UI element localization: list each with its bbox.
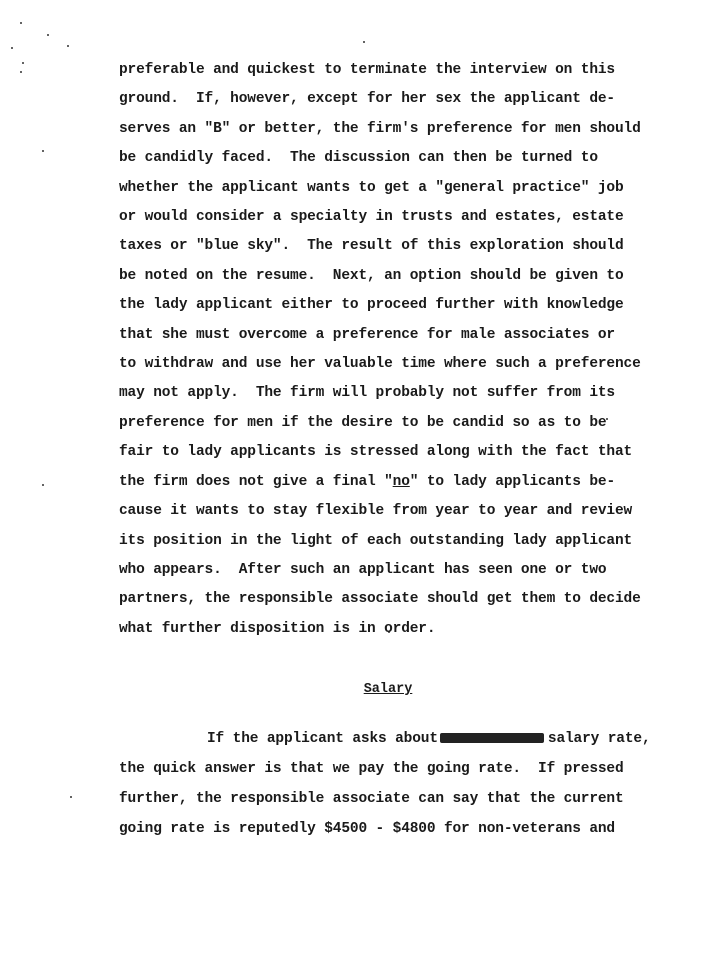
text-segment: " to lady applicants be- [409,473,615,490]
text-line-with-underline [119,468,679,497]
text-line: serves an "B" or better, the firm's preference for men should [119,120,641,137]
salary-paragraph [119,724,679,844]
text-line: taxes or "blue sky". The result of this exploration should [119,238,624,255]
text-line: that she must overcome a preference for male associates or [119,326,615,343]
text-line: the quick answer is that we pay the going rate. If pressed [119,761,624,777]
text-line-with-redaction [119,724,679,754]
text-line: cause it wants to stay flexible from year to year and review [119,503,633,520]
text-line: whether the applicant wants to get a "general practice" job [119,179,624,196]
redaction-mark [440,733,544,743]
text-line: fair to lady applicants is stressed along with the fact that [119,444,633,461]
text-line: to withdraw and use her valuable time where such a preference [119,356,641,373]
text-line: who appears. After such an applicant has seen one or two [119,561,607,578]
text-line: may not apply. The firm will probably not suffer from its [119,385,615,402]
text-line: going rate is reputedly $4500 - $4800 for non-veterans and [119,821,615,837]
text-segment: salary rate, [547,731,651,747]
text-segment: If the applicant asks about [207,731,438,747]
text-line: the lady applicant either to proceed further with knowledge [119,297,624,314]
text-line: be noted on the resume. Next, an option should be given to [119,267,624,284]
body-paragraph [119,56,679,644]
text-line: preference for men if the desire to be candid so as to be [119,414,607,431]
text-line: preferable and quickest to terminate the interview on this [119,62,615,78]
text-line: partners, the responsible associate should get them to decide [119,591,641,608]
text-line: its position in the light of each outstanding lady applicant [119,532,633,549]
section-heading-text: Salary [363,682,413,697]
text-line: or would consider a specialty in trusts and estates, estate [119,209,624,226]
text-segment: the firm does not give a final " [119,473,393,490]
section-heading [0,682,728,697]
text-line: further, the responsible associate can say that the current [119,791,624,807]
text-line: what further disposition is in order. [119,620,436,637]
underlined-word: no [392,473,410,490]
text-line: be candidly faced. The discussion can then be turned to [119,150,598,167]
text-line: ground. If, however, except for her sex the applicant de- [119,91,615,108]
